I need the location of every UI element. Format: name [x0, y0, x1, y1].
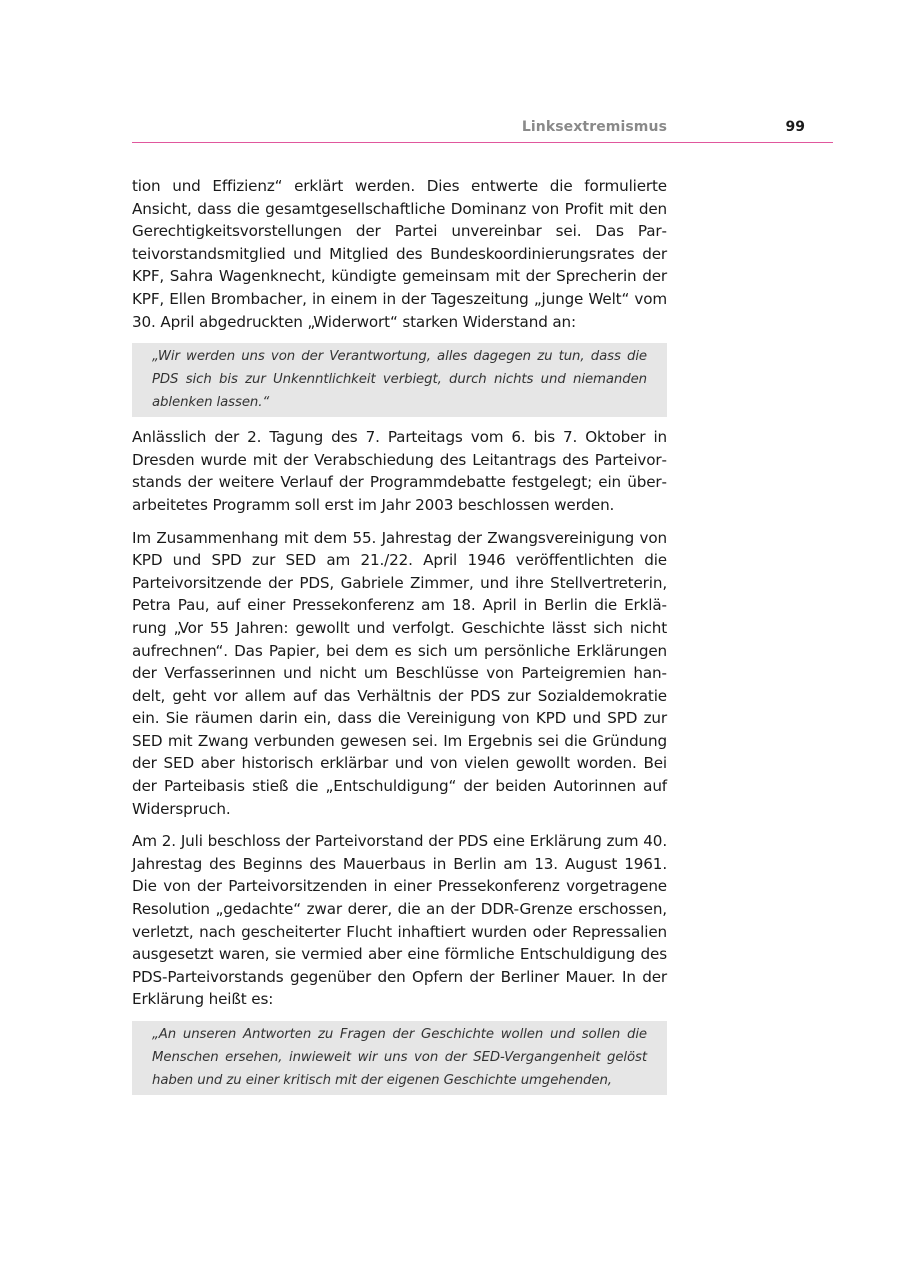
paragraph-4: Am 2. Juli beschloss der Parteivorstand der PDS eine Erklärung zum 40. Jahrestag des Beginns des Mauerbaus in Berlin am 13. August 1961. Die von der Parteivorsitzenden in einer Pressekonferenz vorgetragene Resolution „gedachte“ zwar derer, die an der DDR-Grenze erschossen, verletzt, nach gescheiterter Flucht inhaftiert wurden oder Repressalien ausgesetzt waren, sie vermied aber eine förmliche Entschuldigung des PDS-Parteivorstands gegenüber den Opfern der Berliner Mauer. In der Erklärung heißt es: — [132, 832, 667, 1009]
body-text — [132, 175, 667, 1095]
paragraph-1: tion und Effizienz“ erklärt werden. Dies entwerte die formulierte Ansicht, dass die gesamtgesellschaftliche Dominanz von Profit mit den Gerechtigkeitsvorstellungen der Partei unvereinbar sei. Das Parteivorstandsmitglied und Mitglied des Bundeskoordinierungsrates der KPF, Sahra Wagenknecht, kündigte gemeinsam mit der Sprecherin der KPF, Ellen Brombacher, in einem in der Tageszeitung „junge Welt“ vom 30. April abgedruckten „Widerwort“ starken Widerstand an: — [132, 177, 667, 331]
paragraph-3: Im Zusammenhang mit dem 55. Jahrestag der Zwangsvereinigung von KPD und SPD zur SED am 21./22. April 1946 veröffentlichten die Parteivorsitzende der PDS, Gabriele Zimmer, und ihre Stellvertreterin, Petra Pau, auf einer Pressekonferenz am 18. April in Berlin die Erklärung „Vor 55 Jahren: gewollt und verfolgt. Geschichte lässt sich nicht aufrechnen“. Das Papier, bei dem es sich um persönliche Erklärungen der Verfasserinnen und nicht um Beschlüsse von Parteigremien handelt, geht vor allem auf das Verhältnis der PDS zur Sozialdemokratie ein. Sie räumen darin ein, dass die Vereinigung von KPD und SPD zur SED mit Zwang verbunden gewesen sei. Im Ergebnis sei die Gründung der SED aber historisch erklärbar und von vielen gewollt worden. Bei der Parteibasis stieß die „Entschuldigung“ der beiden Autorinnen auf Widerspruch. — [132, 528, 667, 818]
running-header — [132, 116, 833, 143]
block-quote-2: „An unseren Antworten zu Fragen der Geschichte wollen und sollen die Menschen ersehen, inwieweit wir uns von der SED-Vergangenheit gelöst haben und zu einer kritisch mit der eigenen Geschichte umgehenden, — [132, 1021, 667, 1095]
block-quote-1: „Wir werden uns von der Verantwortung, alles dagegen zu tun, dass die PDS sich bis zur Unkenntlichkeit verbiegt, durch nichts und niemanden ablenken lassen.“ — [132, 343, 667, 417]
page-number: 99 — [785, 119, 805, 135]
paragraph-2: Anlässlich der 2. Tagung des 7. Parteitags vom 6. bis 7. Oktober in Dresden wurde mit der Verabschiedung des Leitantrags des Parteivorstands der weitere Verlauf der Programmdebatte festgelegt; ein überarbeitetes Programm soll erst im Jahr 2003 beschlossen werden. — [132, 428, 667, 514]
section-title: Linksextremismus — [521, 119, 667, 135]
